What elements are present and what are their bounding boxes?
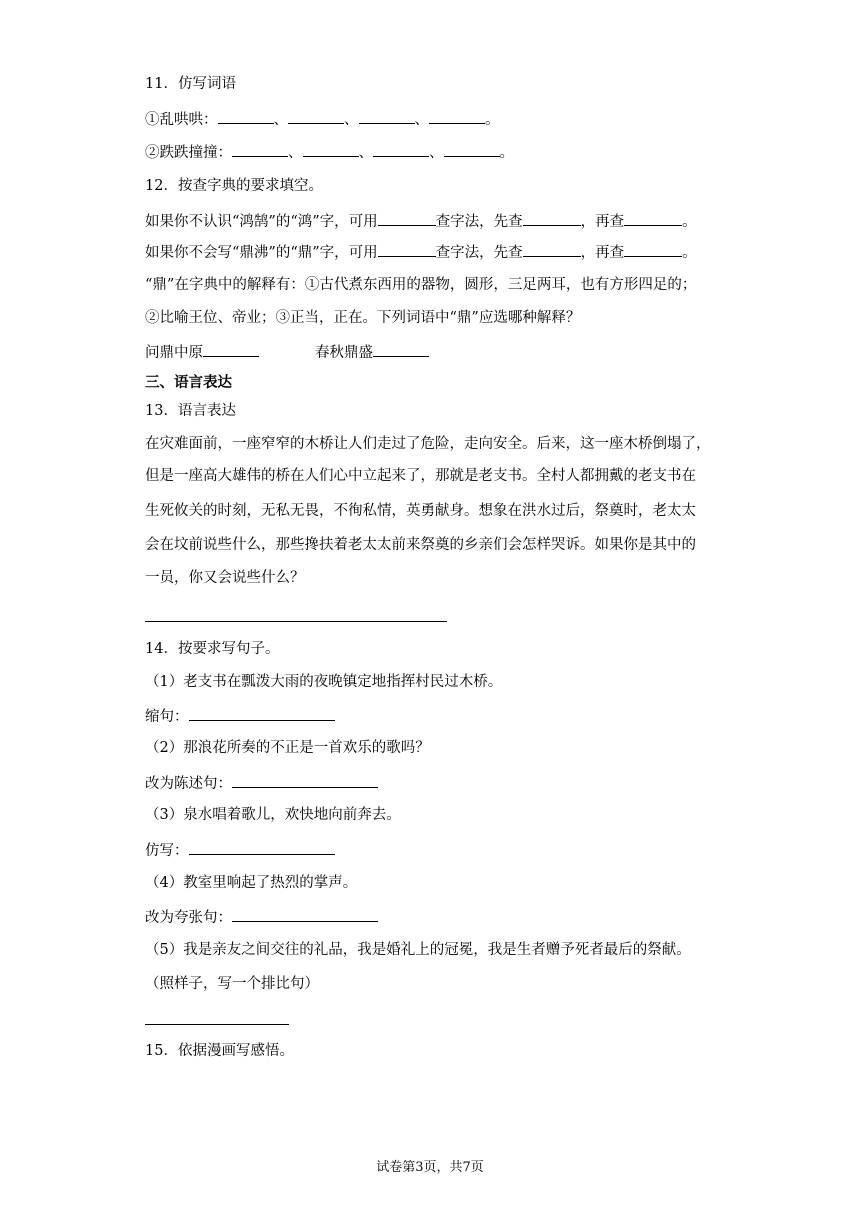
q13-title: 13．语言表达	[145, 403, 236, 419]
answer-blank[interactable]	[359, 109, 415, 124]
answer-blank[interactable]	[232, 773, 378, 788]
q13-line: 会在坟前说些什么，那些搀扶着老太太前来祭奠的乡亲们会怎样哭诉。如果你是其中的	[145, 537, 696, 553]
answer-blank[interactable]	[523, 242, 581, 257]
answer-blank[interactable]	[232, 907, 378, 922]
q12-line1-text: ，再查	[580, 214, 625, 230]
answer-blank[interactable]	[189, 706, 335, 721]
q11-item1-label: ①乱哄哄：	[145, 112, 218, 128]
q13-line: 生死攸关的时刻，无私无畏，不徇私情，英勇献身。想象在洪水过后，祭奠时，老太太	[145, 503, 696, 519]
q15-title: 15．依据漫画写感悟。	[145, 1043, 294, 1059]
q13-line: 一员，你又会说些什么？	[145, 570, 305, 586]
q12-line2-text: ，再查	[580, 245, 625, 261]
q14-answer-1	[145, 706, 335, 727]
answer-blank[interactable]	[373, 342, 429, 357]
answer-blank[interactable]	[624, 242, 682, 257]
separator: 、	[358, 145, 373, 161]
q12-line2-text: 如果你不会写“鼎沸”的“鼎”字，可用	[145, 245, 378, 261]
answer-blank[interactable]	[444, 142, 500, 157]
period: 。	[485, 112, 500, 128]
q14-answer-label: 仿写：	[145, 843, 189, 859]
q14-answer-label: 缩句：	[145, 709, 189, 725]
period: 。	[682, 214, 697, 230]
period: 。	[682, 245, 697, 261]
q14-sentence-5: （5）我是亲友之间交往的礼品，我是婚礼上的冠冕，我是生者赠予死者最后的祭献。	[145, 942, 691, 958]
q12-line3: “鼎”在字典中的解释有：①古代煮东西用的器物，圆形，三足两耳，也有方形四足的；	[145, 277, 697, 293]
q14-answer-line-5[interactable]	[145, 1024, 289, 1025]
answer-blank[interactable]	[523, 211, 581, 226]
q14-sentence-1: （1）老支书在瓢泼大雨的夜晚镇定地指挥村民过木桥。	[145, 674, 503, 690]
q13-answer-line[interactable]	[145, 621, 447, 622]
q14-answer-2	[145, 773, 378, 794]
answer-blank[interactable]	[378, 242, 436, 257]
q14-sentence-2: （2）那浪花所奏的不正是一首欢乐的歌吗？	[145, 740, 430, 756]
q11-item2-label: ②跌跌撞撞：	[145, 145, 232, 161]
q12-term2: 春秋鼎盛	[315, 345, 373, 361]
answer-blank[interactable]	[189, 840, 335, 855]
q11-item1	[145, 109, 500, 130]
answer-blank[interactable]	[232, 142, 288, 157]
q12-line2-text: 查字法，先查	[435, 245, 523, 261]
separator: 、	[273, 112, 288, 128]
answer-blank[interactable]	[218, 109, 274, 124]
separator: 、	[414, 112, 429, 128]
q12-line1-text: 查字法，先查	[435, 214, 523, 230]
separator: 、	[344, 112, 359, 128]
q14-title: 14．按要求写句子。	[145, 641, 280, 657]
answer-blank[interactable]	[378, 211, 436, 226]
q11-item2	[145, 142, 514, 163]
q14-answer-3	[145, 840, 335, 861]
answer-blank[interactable]	[288, 109, 344, 124]
section-heading: 三、语言表达	[145, 374, 232, 391]
q12-terms	[145, 342, 429, 363]
period: 。	[499, 145, 514, 161]
answer-blank[interactable]	[373, 142, 429, 157]
separator: 、	[288, 145, 303, 161]
q14-answer-4	[145, 907, 378, 928]
answer-blank[interactable]	[303, 142, 359, 157]
q13-line: 在灾难面前，一座窄窄的木桥让人们走过了危险，走向安全。后来，这一座木桥倒塌了，	[145, 436, 711, 452]
q11-title: 11．仿写词语	[145, 76, 236, 92]
answer-blank[interactable]	[624, 211, 682, 226]
q14-sentence-3: （3）泉水唱着歌儿，欢快地向前奔去。	[145, 807, 401, 823]
answer-blank[interactable]	[203, 342, 259, 357]
q12-title: 12．按查字典的要求填空。	[145, 178, 323, 194]
answer-blank[interactable]	[429, 109, 485, 124]
q12-line4: ②比喻王位、帝业；③正当，正在。下列词语中“鼎”应选哪种解释？	[145, 310, 581, 326]
q12-term1: 问鼎中原	[145, 345, 203, 361]
q14-answer-label: 改为夸张句：	[145, 910, 232, 926]
q12-line1-text: 如果你不认识“鸿鹄”的“鸿”字，可用	[145, 214, 378, 230]
q14-note-5: （照样子，写一个排比句）	[145, 976, 319, 992]
separator: 、	[429, 145, 444, 161]
q12-line1	[145, 211, 697, 232]
q14-sentence-4: （4）教室里响起了热烈的掌声。	[145, 875, 358, 891]
q14-answer-label: 改为陈述句：	[145, 776, 232, 792]
q13-line: 但是一座高大雄伟的桥在人们心中立起来了，那就是老支书。全村人都拥戴的老支书在	[145, 468, 696, 484]
page-footer: 试卷第3页，共7页	[376, 1160, 484, 1175]
q12-line2	[145, 242, 697, 263]
